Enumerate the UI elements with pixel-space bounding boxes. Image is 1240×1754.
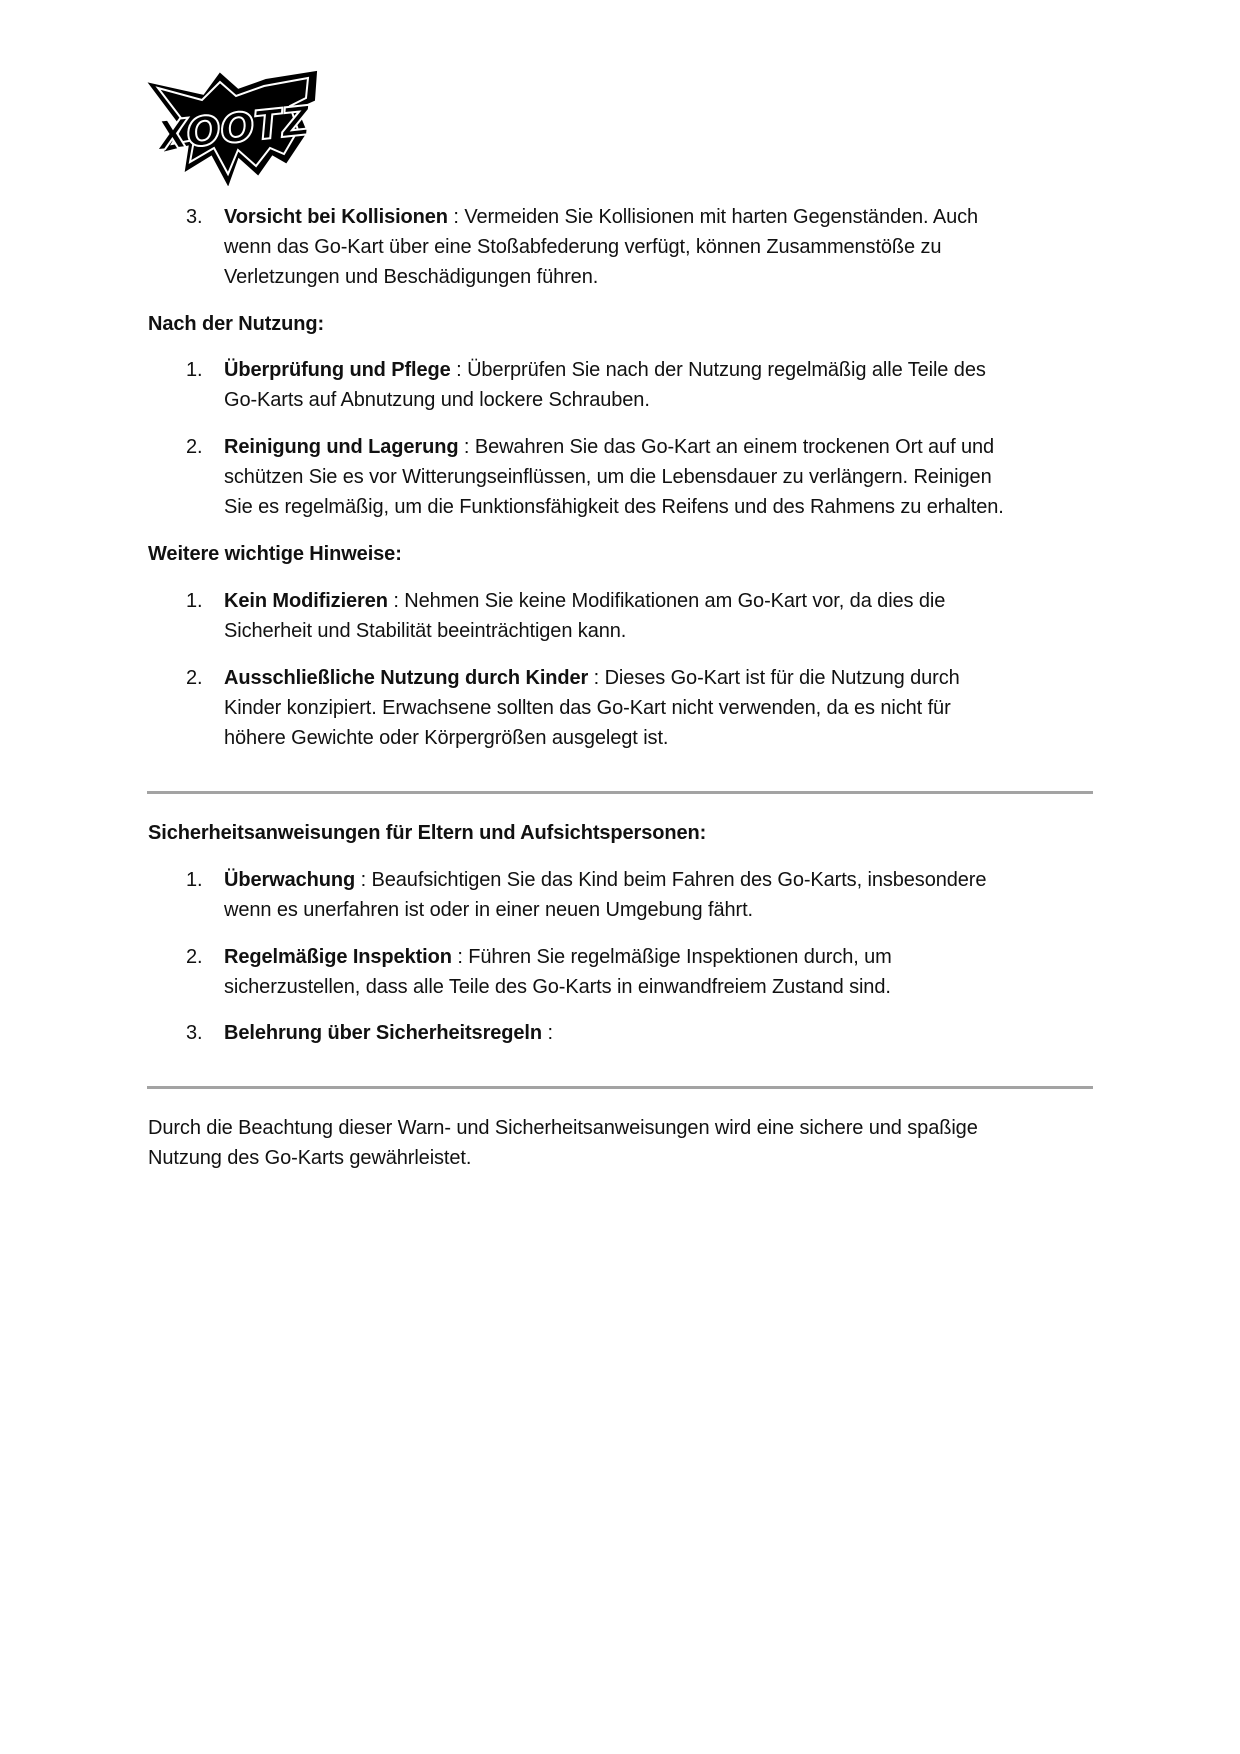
- list-number: 2.: [186, 667, 203, 689]
- list-item-inspection-line-2: sicherzustellen, dass alle Teile des Go-Karts in einwandfreiem Zustand sind.: [224, 976, 891, 998]
- list-item-children-line-3: höhere Gewichte oder Körpergrößen ausgelegt ist.: [224, 727, 669, 749]
- item-title: Vorsicht bei Kollisionen: [224, 206, 448, 228]
- item-title: Regelmäßige Inspektion: [224, 946, 452, 968]
- item-title: Überwachung: [224, 869, 356, 891]
- list-item-collision-line-3: Verletzungen und Beschädigungen führen.: [224, 266, 599, 288]
- logo-text: XOOTZ: [155, 98, 313, 160]
- xootz-logo: [146, 70, 318, 186]
- list-item-no-mod-line-1: Kein Modifizieren : Nehmen Sie keine Modifikationen am Go-Kart vor, da dies die: [224, 590, 946, 612]
- list-item-cleaning-line-3: Sie es regelmäßig, um die Funktionsfähigkeit des Reifens und des Rahmens zu erhalten.: [224, 496, 1004, 518]
- item-title: Belehrung über Sicherheitsregeln: [224, 1022, 542, 1044]
- list-number: 1.: [186, 590, 203, 612]
- list-item-collision-line-1: Vorsicht bei Kollisionen : Vermeiden Sie Kollisionen mit harten Gegenständen. Auch: [224, 206, 979, 228]
- item-title: Reinigung und Lagerung: [224, 436, 459, 458]
- list-item-no-mod-line-2: Sicherheit und Stabilität beeinträchtigen kann.: [224, 620, 627, 642]
- section-heading: Sicherheitsanweisungen für Eltern und Aufsichtspersonen:: [148, 822, 707, 844]
- section-heading: Nach der Nutzung:: [148, 313, 325, 335]
- list-number: 2.: [186, 436, 203, 458]
- list-item-cleaning-line-2: schützen Sie es vor Witterungseinflüssen, um die Lebensdauer zu verlängern. Reinigen: [224, 466, 992, 488]
- list-item-inspection-line-1: Regelmäßige Inspektion : Führen Sie regelmäßige Inspektionen durch, um: [224, 946, 892, 968]
- list-item-rules-line-1: Belehrung über Sicherheitsregeln :: [224, 1022, 553, 1044]
- list-item-check-line-2: Go-Karts auf Abnutzung und lockere Schrauben.: [224, 389, 650, 411]
- item-title: Ausschließliche Nutzung durch Kinder: [224, 667, 589, 689]
- list-item-check-line-1: Überprüfung und Pflege : Überprüfen Sie nach der Nutzung regelmäßig alle Teile des: [224, 359, 986, 381]
- list-number: 1.: [186, 869, 203, 891]
- list-item-supervision-line-1: Überwachung : Beaufsichtigen Sie das Kind beim Fahren des Go-Karts, insbesondere: [224, 869, 987, 891]
- list-number: 2.: [186, 946, 203, 968]
- horizontal-rule: [147, 791, 1093, 794]
- horizontal-rule: [147, 1086, 1093, 1089]
- list-item-children-line-2: Kinder konzipiert. Erwachsene sollten das Go-Kart nicht verwenden, da es nicht für: [224, 697, 951, 719]
- section-heading: Weitere wichtige Hinweise:: [148, 543, 402, 565]
- item-title: Kein Modifizieren: [224, 590, 388, 612]
- list-item-cleaning-line-1: Reinigung und Lagerung : Bewahren Sie das Go-Kart an einem trockenen Ort auf und: [224, 436, 995, 458]
- item-title: Überprüfung und Pflege: [224, 359, 451, 381]
- closing-line-2: Nutzung des Go-Karts gewährleistet.: [148, 1147, 472, 1169]
- list-number: 3.: [186, 1022, 203, 1044]
- closing-line-1: Durch die Beachtung dieser Warn- und Sicherheitsanweisungen wird eine sichere und spaßige: [148, 1117, 978, 1139]
- list-item-supervision-line-2: wenn es unerfahren ist oder in einer neuen Umgebung fährt.: [224, 899, 753, 921]
- list-item-children-line-1: Ausschließliche Nutzung durch Kinder : Dieses Go-Kart ist für die Nutzung durch: [224, 667, 960, 689]
- list-number: 3.: [186, 206, 203, 228]
- list-item-collision-line-2: wenn das Go-Kart über eine Stoßabfederung verfügt, können Zusammenstöße zu: [224, 236, 942, 258]
- list-number: 1.: [186, 359, 203, 381]
